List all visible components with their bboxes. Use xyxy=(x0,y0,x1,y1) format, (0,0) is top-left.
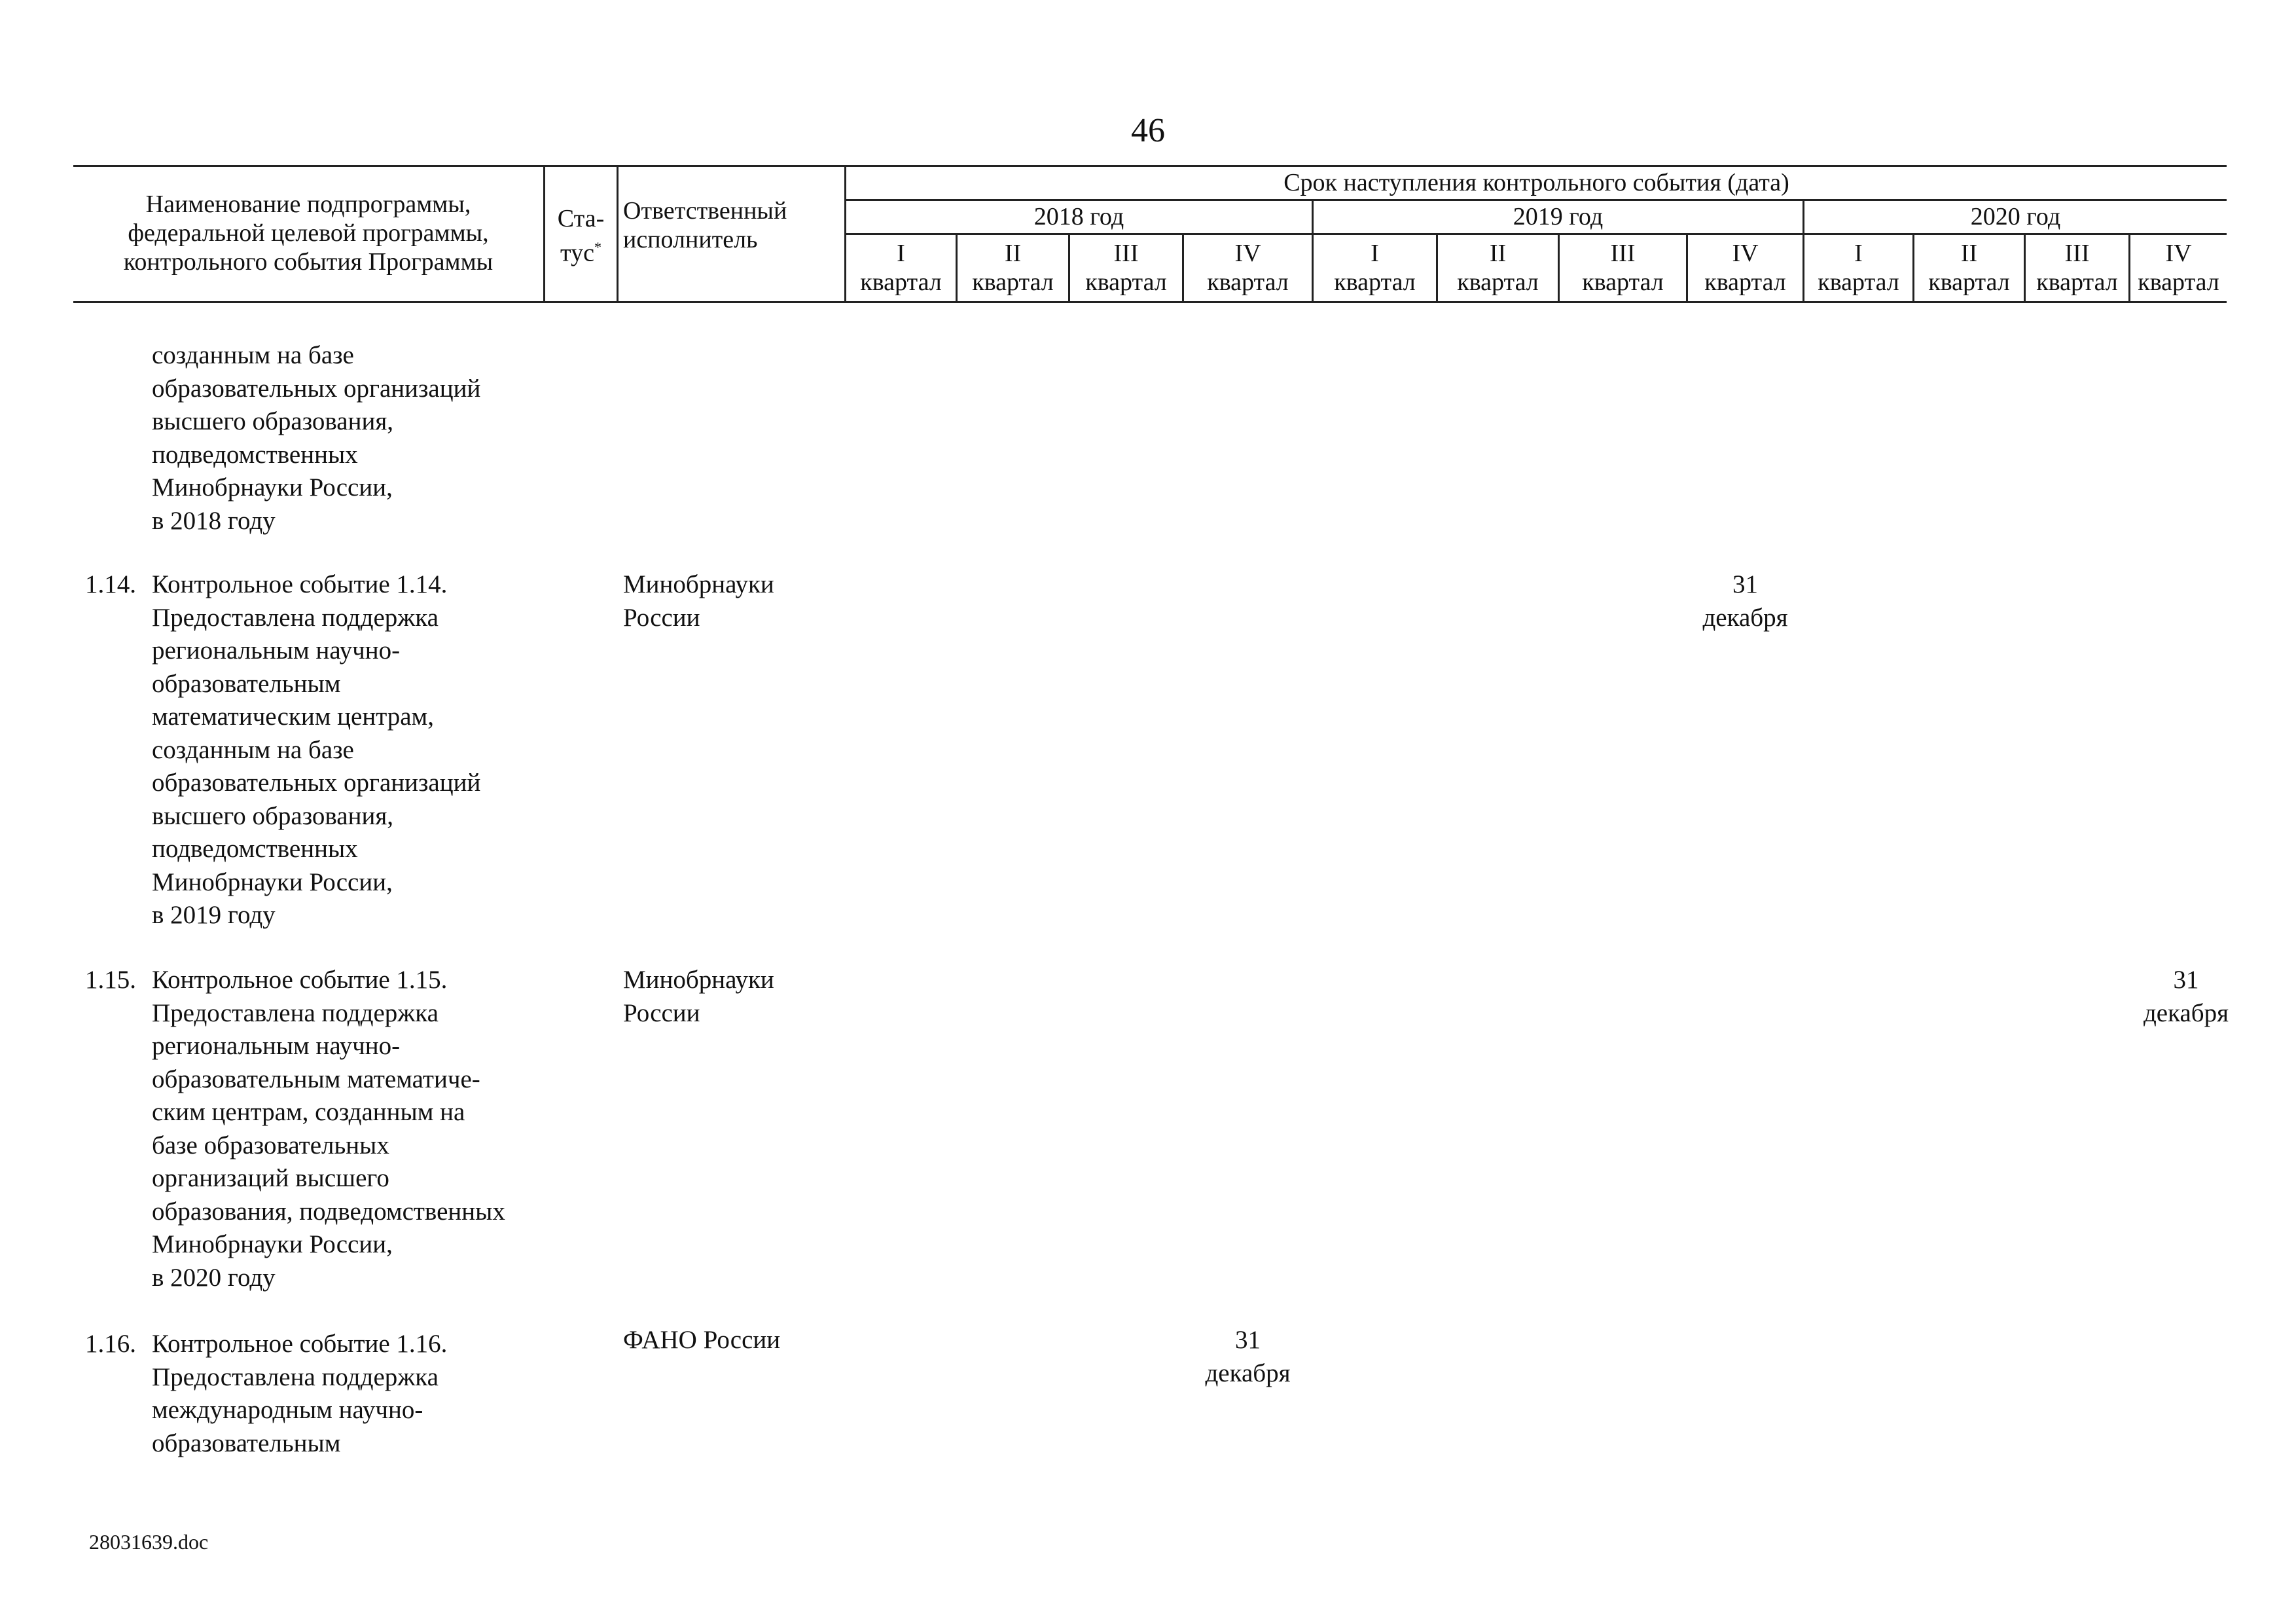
quarter-header xyxy=(1688,234,1803,301)
quarter-word: квартал xyxy=(1582,268,1664,296)
row-event-text xyxy=(152,568,480,932)
text-line: региональным научно- xyxy=(152,636,401,665)
quarter-header xyxy=(1070,234,1182,301)
quarter-numeral: II xyxy=(1004,240,1022,267)
header-year-2019: 2019 год xyxy=(1513,203,1604,230)
text-line: организаций высшего xyxy=(152,1164,389,1192)
text-line: в 2020 году xyxy=(152,1263,276,1292)
text-line: образовательных организаций xyxy=(152,769,481,797)
quarter-word: квартал xyxy=(1818,268,1899,296)
executor-line: России xyxy=(623,603,700,632)
document-footer-filename: 28031639.doc xyxy=(89,1530,209,1554)
row-continuation-text xyxy=(152,339,480,538)
quarter-numeral: II xyxy=(1489,240,1507,267)
text-line: математическим центрам, xyxy=(152,702,434,731)
text-line: международным научно- xyxy=(152,1396,423,1424)
row-event-text xyxy=(152,964,505,1294)
text-line: Минобрнауки России, xyxy=(152,867,393,896)
date-month: декабря xyxy=(1702,603,1788,632)
text-line: высшего образования, xyxy=(152,801,394,830)
text-line: Предоставлена поддержка xyxy=(152,1362,439,1391)
header-year-2018: 2018 год xyxy=(1033,203,1124,230)
quarter-header xyxy=(1438,234,1558,301)
quarter-header xyxy=(1560,234,1686,301)
text-line: ским центрам, созданным на xyxy=(152,1098,465,1126)
quarter-word: квартал xyxy=(2138,268,2219,296)
quarter-word: квартал xyxy=(1207,268,1289,296)
header-status-line xyxy=(560,233,601,268)
date-month: декабря xyxy=(2143,998,2229,1027)
quarter-word: квартал xyxy=(1704,268,1786,296)
text-line: созданным на базе xyxy=(152,735,354,764)
status-footnote-mark: * xyxy=(594,238,601,255)
quarter-header xyxy=(846,234,956,301)
row-deadline-date xyxy=(1688,568,1803,634)
quarter-numeral: IV xyxy=(1732,240,1759,267)
quarter-numeral: I xyxy=(1371,240,1379,267)
text-line: подведомственных xyxy=(152,440,358,469)
quarter-numeral: III xyxy=(2064,240,2090,267)
col-divider-executor xyxy=(617,165,619,303)
header-bottom-rule xyxy=(73,301,2227,303)
executor-line: ФАНО России xyxy=(623,1326,781,1354)
row-event-text xyxy=(152,1328,447,1460)
date-day: 31 xyxy=(1732,570,1758,598)
row-executor xyxy=(623,964,774,1030)
quarter-word: квартал xyxy=(1457,268,1539,296)
quarter-numeral: IV xyxy=(1234,240,1261,267)
header-deadline-title: Срок наступления контрольного события (дата) xyxy=(1283,169,1789,196)
header-status-column xyxy=(545,196,617,275)
quarter-word: квартал xyxy=(1334,268,1416,296)
header-executor-line: Ответственный xyxy=(623,197,787,225)
text-line: созданным на базе xyxy=(152,341,354,369)
text-line: образовательным xyxy=(152,669,341,698)
text-line: Контрольное событие 1.15. xyxy=(152,966,448,994)
row-deadline-date xyxy=(2130,964,2242,1030)
row-number: 1.14. xyxy=(85,570,136,598)
header-name-column xyxy=(73,165,543,301)
text-line: Контрольное событие 1.16. xyxy=(152,1330,448,1358)
text-line: базе образовательных xyxy=(152,1131,389,1159)
text-line: образовательных организаций xyxy=(152,374,481,403)
header-status-line: Ста- xyxy=(557,204,605,232)
text-line: подведомственных xyxy=(152,835,358,863)
quarter-word: квартал xyxy=(1085,268,1167,296)
quarter-numeral: I xyxy=(897,240,905,267)
page-number: 46 xyxy=(1131,112,1165,149)
quarter-numeral: IV xyxy=(2165,240,2192,267)
executor-line: Минобрнауки xyxy=(623,570,774,598)
quarter-header xyxy=(1184,234,1312,301)
text-line: в 2019 году xyxy=(152,901,276,929)
date-month: декабря xyxy=(1205,1359,1291,1387)
quarter-header xyxy=(2130,234,2227,301)
quarter-word: квартал xyxy=(860,268,942,296)
executor-line: Минобрнауки xyxy=(623,966,774,994)
quarter-word: квартал xyxy=(972,268,1054,296)
quarter-header xyxy=(1914,234,2024,301)
header-name-line: федеральной целевой программы, xyxy=(128,219,489,247)
text-line: образовательным xyxy=(152,1429,341,1457)
text-line: Минобрнауки России, xyxy=(152,1230,393,1258)
text-line: высшего образования, xyxy=(152,407,394,435)
header-executor-line: исполнитель xyxy=(623,226,758,253)
date-day: 31 xyxy=(1235,1326,1261,1354)
quarter-header xyxy=(1314,234,1436,301)
executor-line: России xyxy=(623,998,700,1027)
quarter-header xyxy=(958,234,1068,301)
text-line: в 2018 году xyxy=(152,506,276,535)
text-line: Предоставлена поддержка xyxy=(152,603,439,632)
quarter-word: квартал xyxy=(1928,268,2010,296)
quarter-numeral: I xyxy=(1854,240,1863,267)
text-line: Контрольное событие 1.14. xyxy=(152,570,448,598)
date-day: 31 xyxy=(2173,966,2199,994)
row-number: 1.15. xyxy=(85,966,136,994)
quarter-numeral: III xyxy=(1610,240,1636,267)
text-line: региональным научно- xyxy=(152,1032,401,1060)
row-deadline-date xyxy=(1184,1324,1312,1390)
header-executor-column xyxy=(623,196,844,275)
row-executor xyxy=(623,1324,780,1357)
text-line: образовательным математиче- xyxy=(152,1065,480,1093)
text-line: образования, подведомственных xyxy=(152,1197,505,1226)
header-name-line: Наименование подпрограммы, xyxy=(145,191,471,218)
text-line: Минобрнауки России, xyxy=(152,473,393,501)
row-executor xyxy=(623,568,774,634)
quarter-word: квартал xyxy=(2036,268,2118,296)
quarter-header xyxy=(1804,234,1912,301)
header-name-line: контрольного события Программы xyxy=(123,248,493,276)
quarter-numeral: II xyxy=(1960,240,1978,267)
row-number: 1.16. xyxy=(85,1330,136,1358)
quarter-numeral: III xyxy=(1113,240,1139,267)
text-line: Предоставлена поддержка xyxy=(152,998,439,1027)
quarter-header xyxy=(2026,234,2128,301)
header-year-2020: 2020 год xyxy=(1970,203,2061,230)
header-status-word: тус xyxy=(560,239,594,267)
